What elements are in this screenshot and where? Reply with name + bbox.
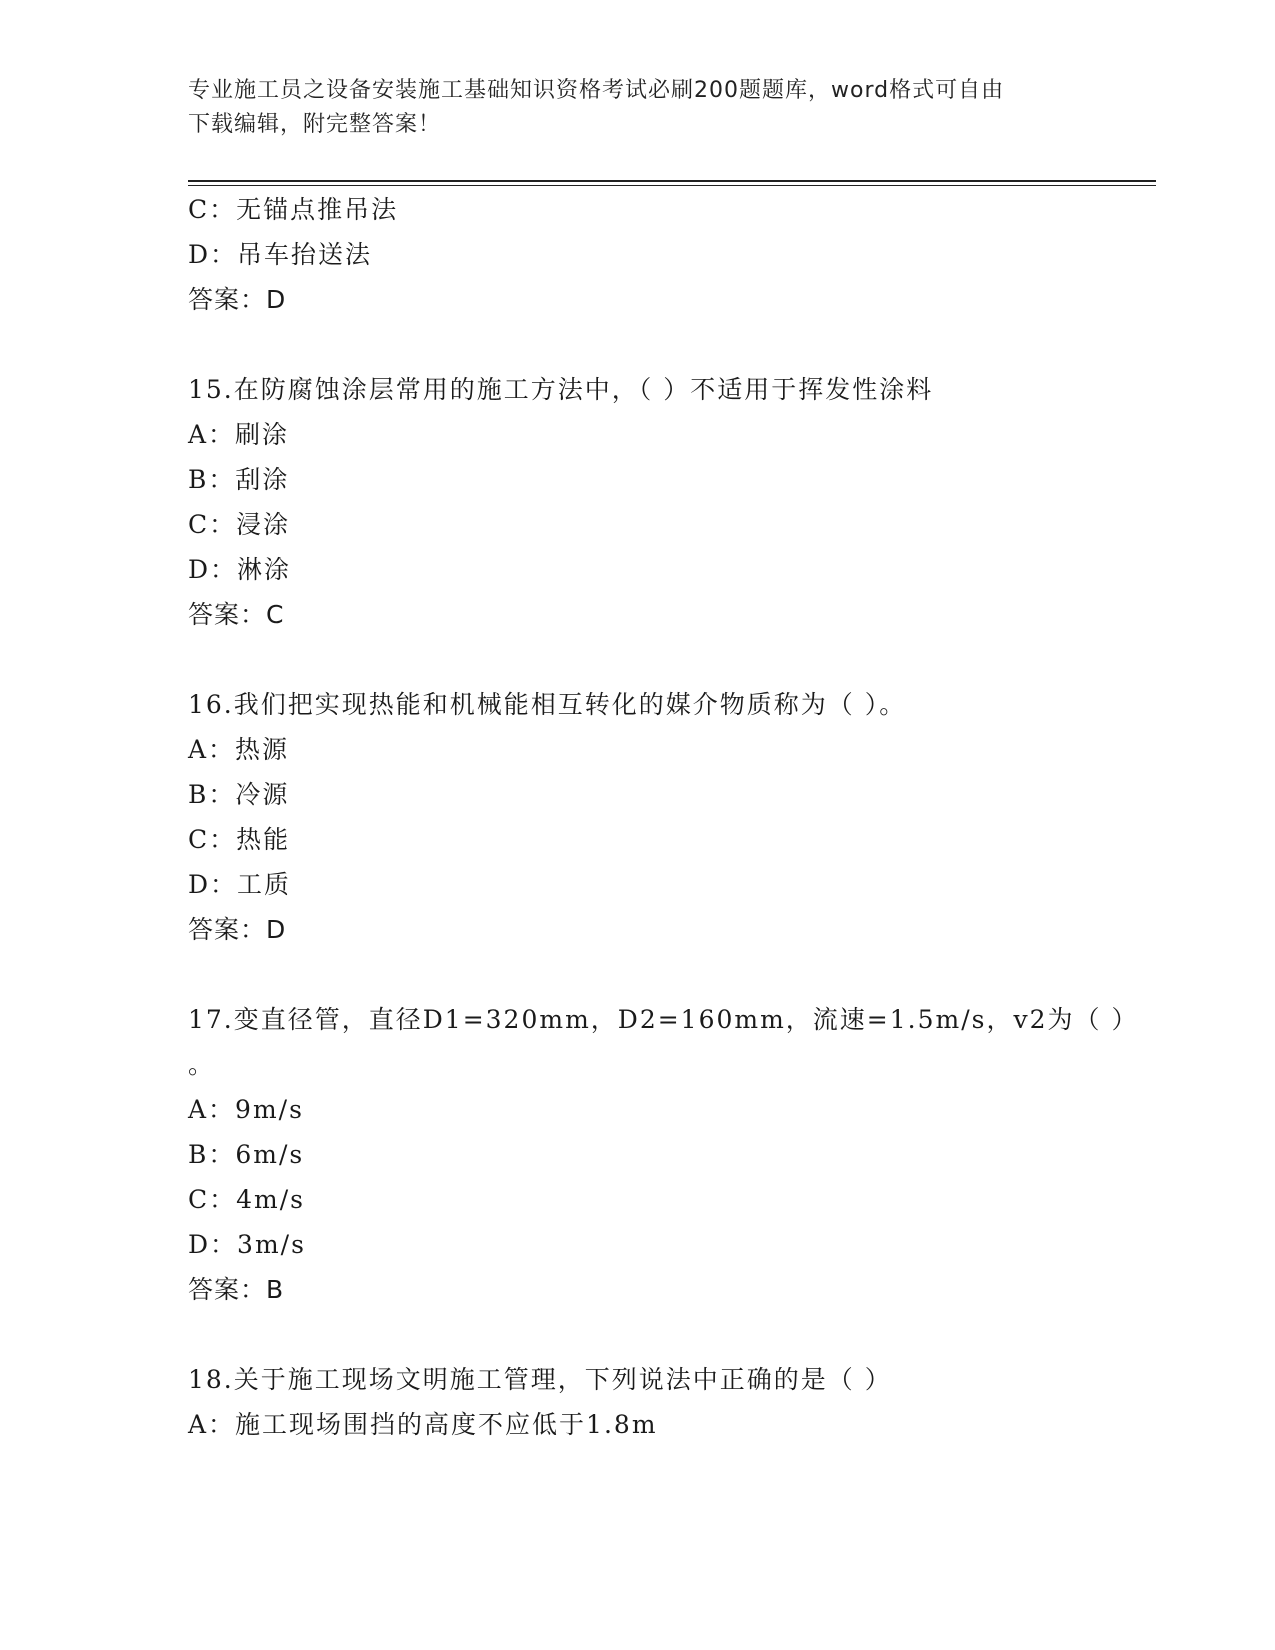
q16-option-d: D：工质 xyxy=(188,870,292,899)
prev-option-d: D：吊车抬送法 xyxy=(188,240,373,269)
prev-answer: 答案：D xyxy=(188,285,287,314)
q17-option-b: B：6m/s xyxy=(188,1140,305,1169)
q18-option-a: A：施工现场围挡的高度不应低于1.8m xyxy=(188,1410,658,1439)
q15-option-a: A：刷涂 xyxy=(188,420,290,449)
q15-answer: 答案：C xyxy=(188,600,285,629)
q17-question-cont: 。 xyxy=(188,1050,216,1079)
prev-option-c: C：无锚点推吊法 xyxy=(188,195,399,224)
q15-option-b: B：刮涂 xyxy=(188,465,290,494)
q17-option-a: A：9m/s xyxy=(188,1095,304,1124)
document-header xyxy=(188,74,1068,142)
q15-option-d: D：淋涂 xyxy=(188,555,292,584)
q16-question: 16.我们把实现热能和机械能相互转化的媒介物质称为（ ）。 xyxy=(188,690,907,719)
q18-question: 18.关于施工现场文明施工管理，下列说法中正确的是（ ） xyxy=(188,1365,892,1394)
header-rule-thin xyxy=(188,185,1156,186)
q17-answer: 答案：B xyxy=(188,1275,285,1304)
header-title-line2: 下载编辑，附完整答案！ xyxy=(188,112,442,137)
q16-option-a: A：热源 xyxy=(188,735,290,764)
q16-option-c: C：热能 xyxy=(188,825,291,854)
q16-answer: 答案：D xyxy=(188,915,287,944)
header-title-line1: 专业施工员之设备安装施工基础知识资格考试必刷200题题库，word格式可自由 xyxy=(188,78,1005,103)
q16-option-b: B：冷源 xyxy=(188,780,290,809)
q15-question: 15.在防腐蚀涂层常用的施工方法中，（ ）不适用于挥发性涂料 xyxy=(188,375,934,404)
q15-option-c: C：浸涂 xyxy=(188,510,291,539)
header-rule-thick xyxy=(188,180,1156,182)
q17-option-d: D：3m/s xyxy=(188,1230,306,1259)
q17-option-c: C：4m/s xyxy=(188,1185,305,1214)
q17-question: 17.变直径管，直径D1=320mm，D2=160mm，流速=1.5m/s，v2为（ ） xyxy=(188,1005,1139,1034)
